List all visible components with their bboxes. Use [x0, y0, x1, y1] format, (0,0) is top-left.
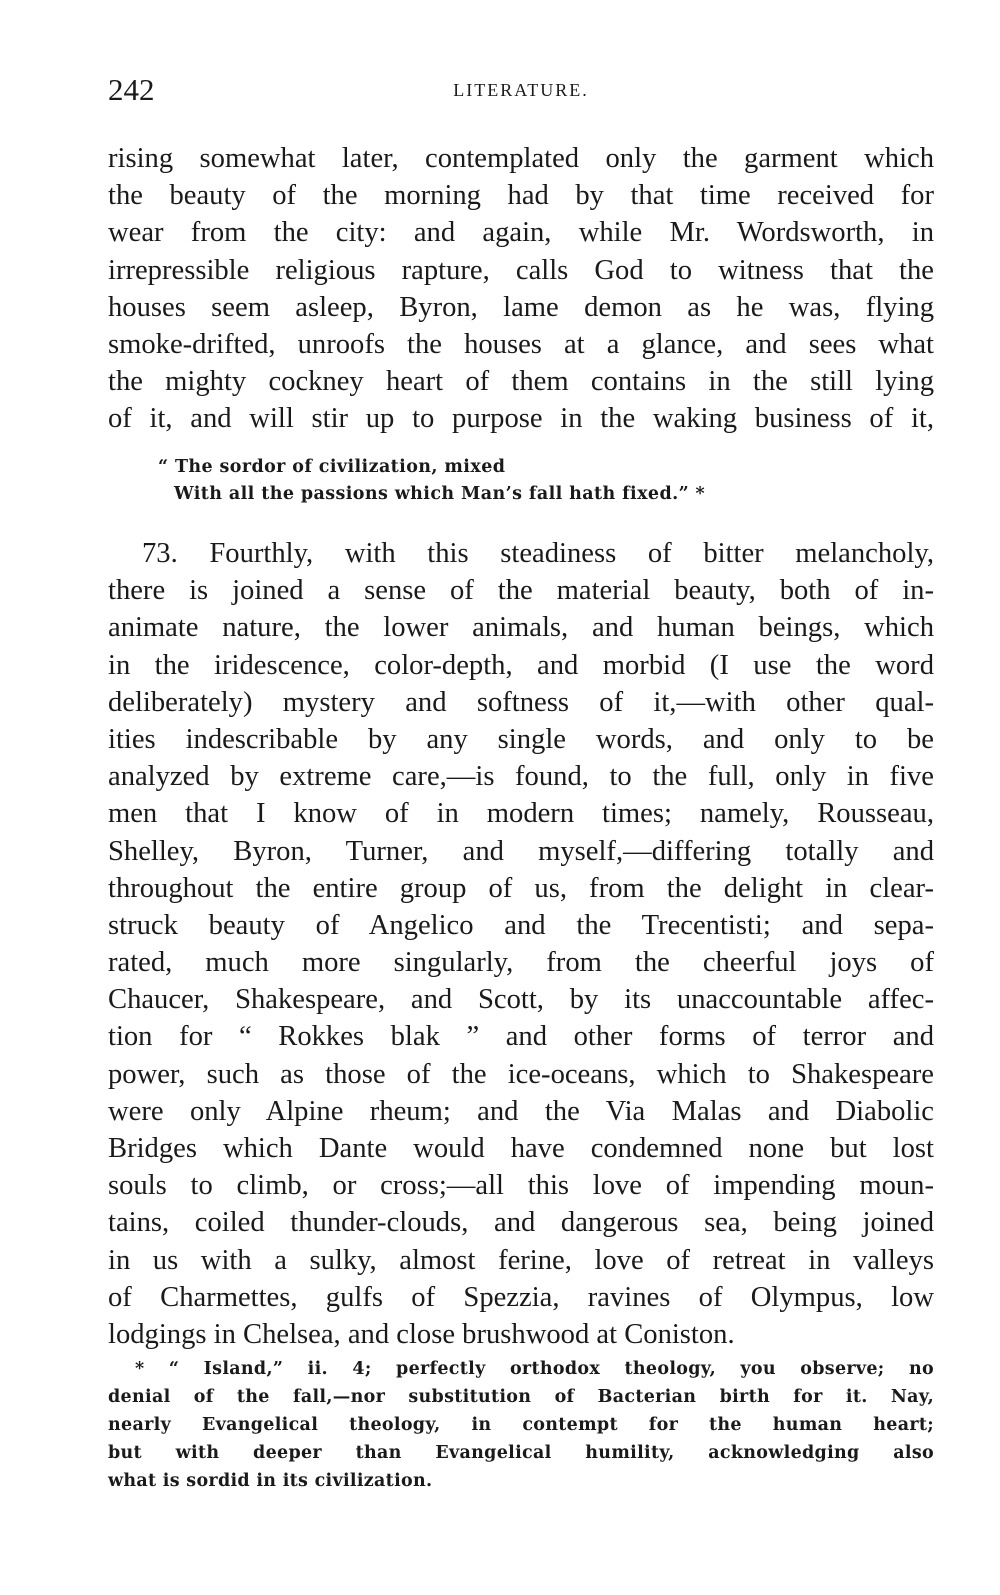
text-line: tion for “ Rokkes blak ” and other forms of terror and	[108, 1021, 934, 1053]
text-line: souls to climb, or cross;—all this love of impending moun-	[108, 1170, 934, 1202]
text-line: rising somewhat later, contemplated only the garment which	[108, 143, 934, 174]
text-line: rated, much more singularly, from the cheerful joys of	[108, 947, 934, 979]
running-head: LITERATURE.	[453, 80, 589, 100]
paragraph-continued	[108, 140, 934, 438]
footnote-line: but with deeper than Evangelical humility, acknowledging also	[108, 1443, 934, 1463]
text-line: there is joined a sense of the material beauty, both of in-	[108, 575, 934, 607]
quote-line: “ The sordor of civilization, mixed	[158, 457, 506, 477]
text-line: deliberately) mystery and softness of it,—with other qual-	[108, 686, 934, 718]
text-line: Bridges which Dante would have condemned none but lost	[108, 1133, 934, 1164]
text-line: power, such as those of the ice-oceans, which to Shakespeare	[108, 1058, 934, 1090]
quote-line: With all the passions which Man’s fall hath fixed.” *	[174, 484, 706, 504]
footnote-line: * “ Island,” ii. 4; perfectly orthodox theology, you observe; no	[135, 1359, 934, 1379]
text-line: houses seem asleep, Byron, lame demon as he was, flying	[108, 291, 934, 323]
text-line: were only Alpine rheum; and the Via Malas and Diabolic	[108, 1095, 934, 1127]
footnote-line: nearly Evangelical theology, in contempt for the human heart;	[108, 1415, 934, 1435]
text-line: of Charmettes, gulfs of Spezzia, ravines of Olympus, low	[108, 1281, 934, 1313]
text-line: ities indescribable by any single words, and only to be	[108, 723, 934, 755]
page-number: 242	[108, 72, 155, 107]
footnote-line: what is sordid in its civilization.	[108, 1471, 433, 1491]
verse-quotation	[158, 454, 858, 508]
footnote-line: denial of the fall,—nor substitution of Bacterian birth for it. Nay,	[108, 1387, 934, 1407]
text-line: lodgings in Chelsea, and close brushwood at Coniston.	[108, 1318, 735, 1350]
text-line: struck beauty of Angelico and the Trecentisti; and sepa-	[108, 909, 934, 941]
text-line: analyzed by extreme care,—is found, to the full, only in five	[108, 761, 934, 793]
text-line: wear from the city: and again, while Mr. Wordsworth, in	[108, 217, 934, 249]
footnote	[108, 1355, 934, 1495]
paragraph-73	[108, 535, 934, 1353]
text-line: animate nature, the lower animals, and human beings, which	[108, 612, 934, 644]
text-line: Shelley, Byron, Turner, and myself,—differing totally and	[108, 835, 934, 867]
text-line: tains, coiled thunder-clouds, and dangerous sea, being joined	[108, 1207, 934, 1239]
text-line: smoke-drifted, unroofs the houses at a glance, and sees what	[108, 328, 934, 360]
text-line: throughout the entire group of us, from the delight in clear-	[108, 872, 934, 904]
text-line: in the iridescence, color-depth, and morbid (I use the word	[108, 649, 934, 681]
text-line: men that I know of in modern times; namely, Rousseau,	[108, 798, 934, 830]
text-line: the beauty of the morning had by that time received for	[108, 180, 934, 212]
text-line: the mighty cockney heart of them contains in the still lying	[108, 366, 934, 398]
text-line: irrepressible religious rapture, calls God to witness that the	[108, 254, 934, 286]
text-line: of it, and will stir up to purpose in the waking business of it,	[108, 403, 934, 435]
text-line: Chaucer, Shakespeare, and Scott, by its unaccountable affec-	[108, 984, 934, 1016]
page-header	[108, 72, 934, 112]
text-line: in us with a sulky, almost ferine, love of retreat in valleys	[108, 1244, 934, 1276]
text-line: 73. Fourthly, with this steadiness of bitter melancholy,	[142, 538, 934, 569]
